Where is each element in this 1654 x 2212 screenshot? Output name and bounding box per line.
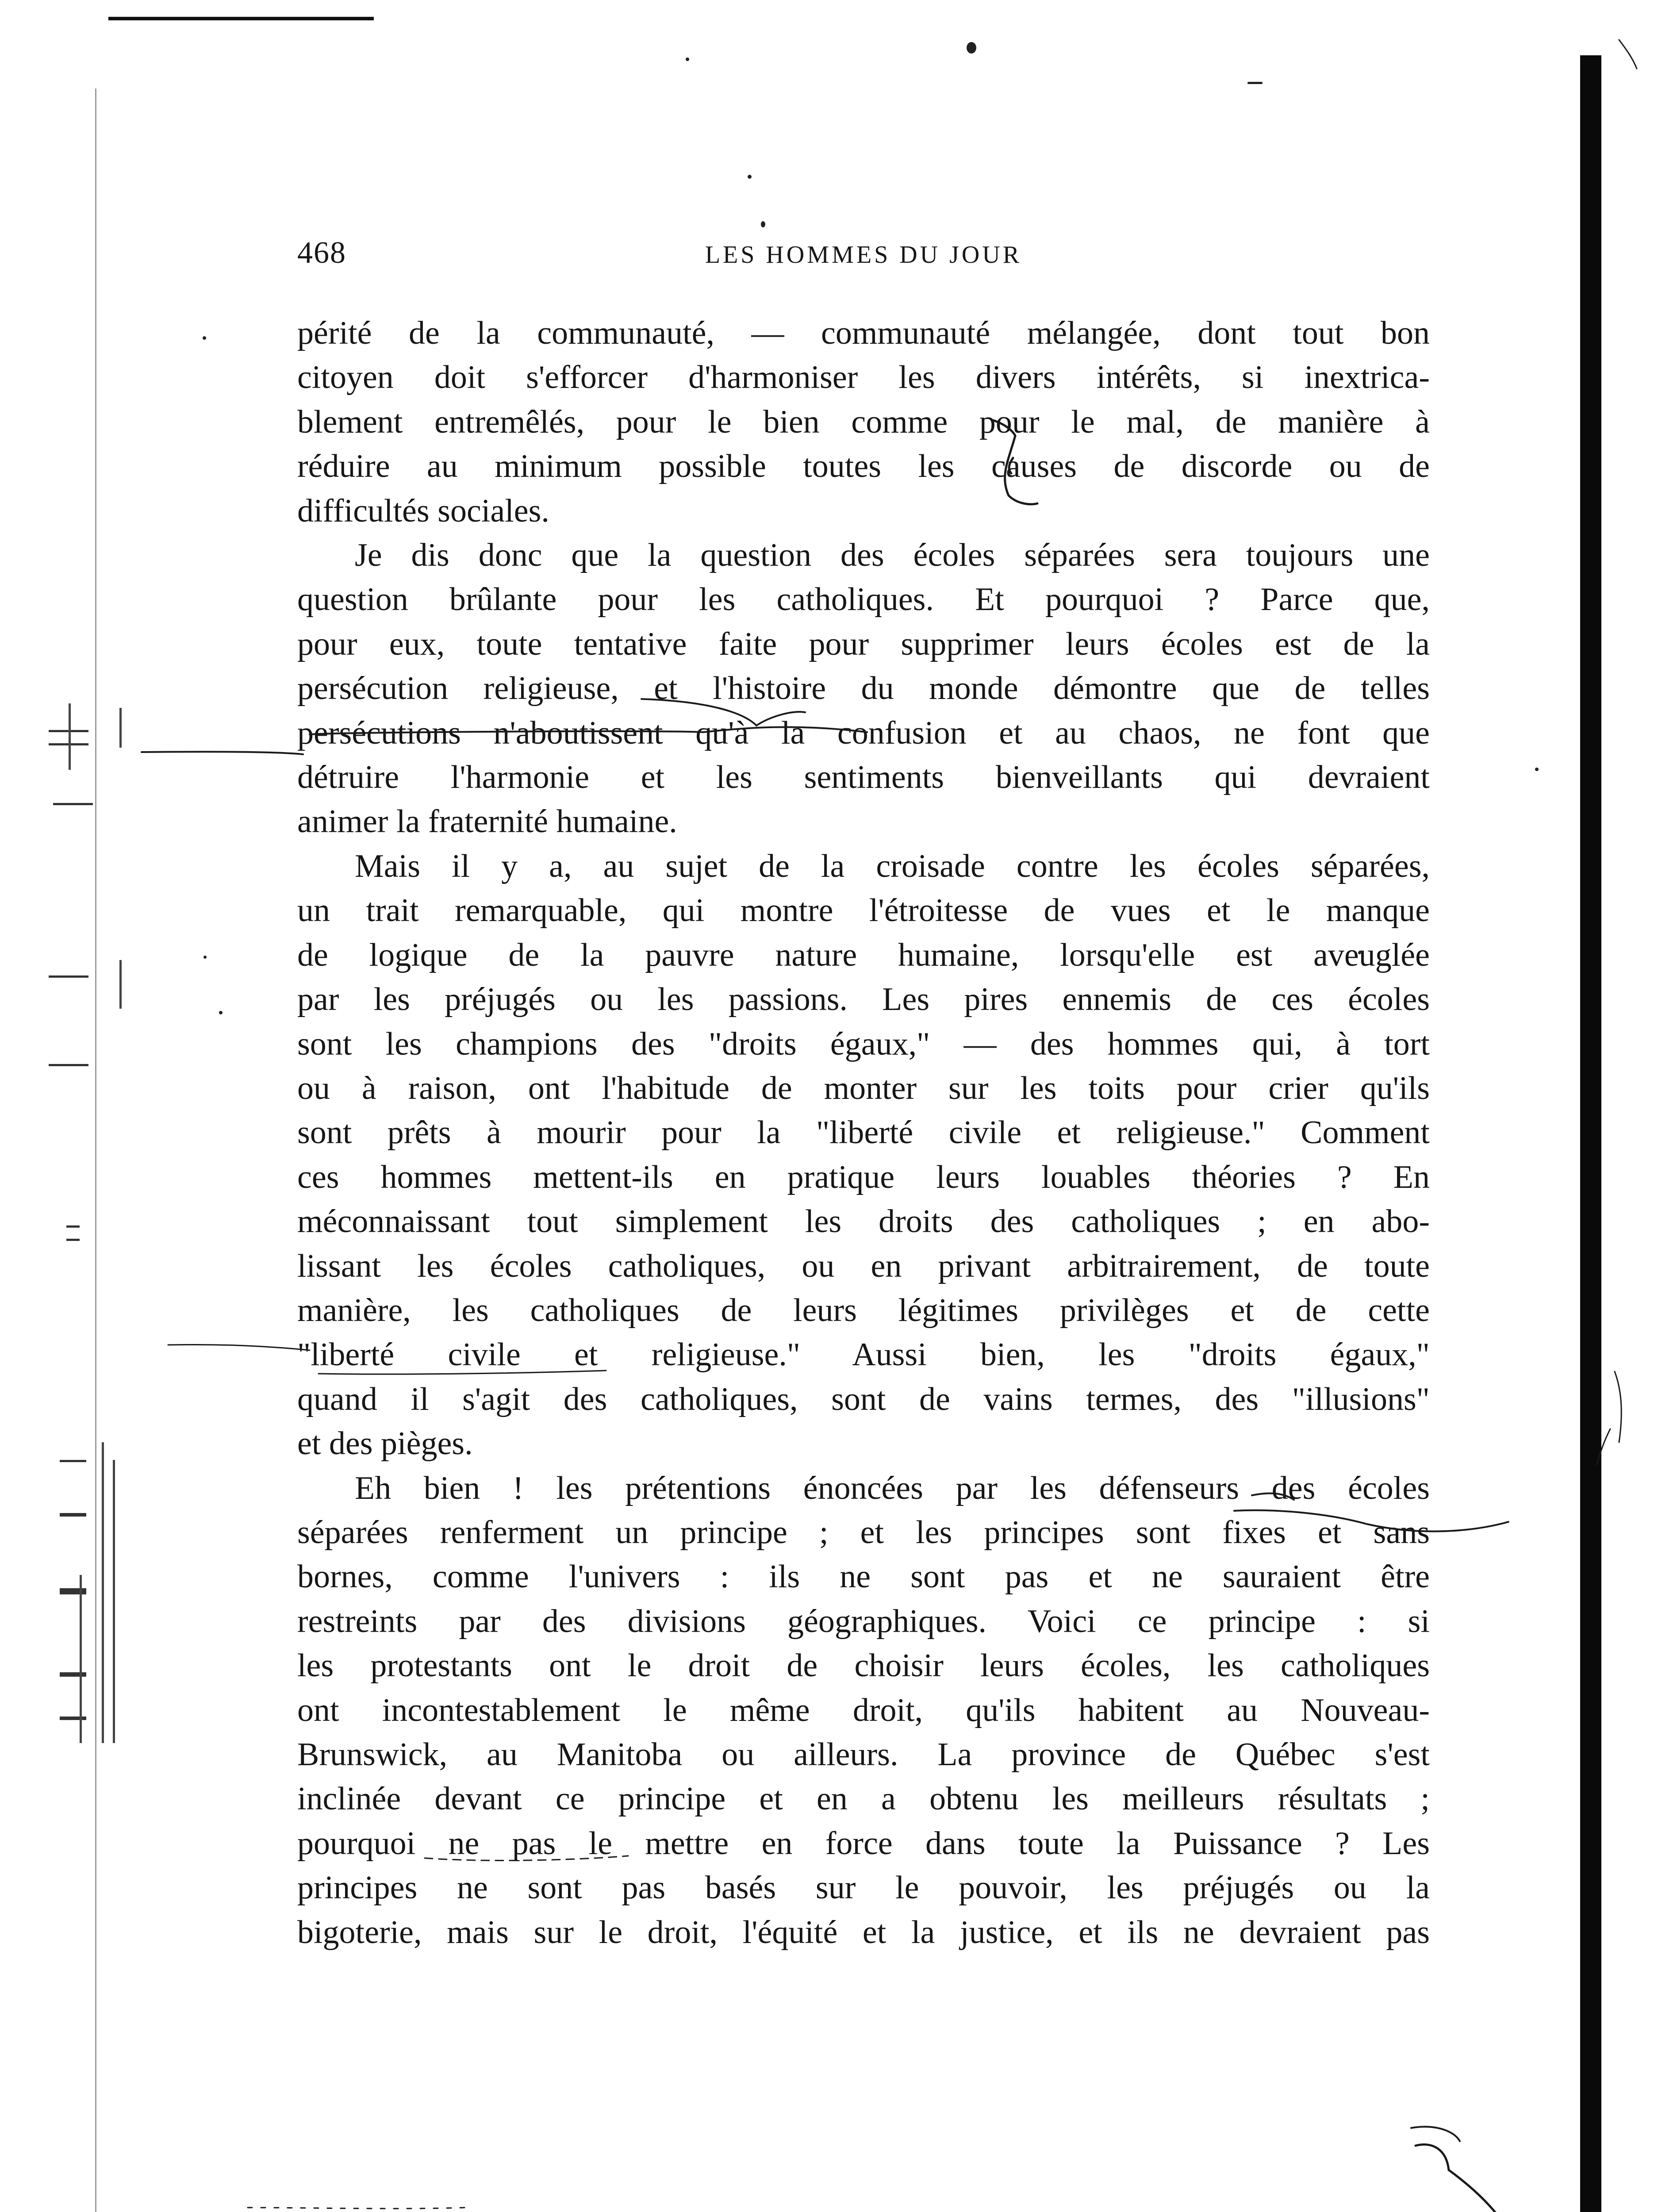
scan-speck	[1247, 82, 1263, 84]
text-line: quand il s'agit des catholiques, sont de vains termes, des "illusions"	[297, 1381, 1430, 1417]
scan-speck	[219, 1011, 223, 1014]
text-line: et des pièges.	[297, 1425, 473, 1462]
margin-mark	[60, 1717, 86, 1720]
text-line: "liberté civile et religieuse." Aussi bien, les "droits égaux,"	[297, 1336, 1430, 1373]
text-line: restreints par des divisions géographiques. Voici ce principe : si	[297, 1603, 1430, 1640]
text-line: ont incontestablement le même droit, qu'ils habitent au Nouveau-	[297, 1692, 1430, 1728]
text-line: persécutions n'aboutissent qu'à la confusion et au chaos, ne font que	[297, 714, 1430, 751]
margin-mark	[60, 1513, 86, 1517]
margin-mark	[69, 703, 71, 770]
margin-mark	[80, 1575, 82, 1743]
scan-speck	[761, 221, 765, 227]
margin-mark	[66, 1225, 80, 1228]
margin-mark	[119, 960, 122, 1009]
pen-stroke	[1615, 1371, 1621, 1442]
text-line: pour eux, toute tentative faite pour supprimer leurs écoles est de la	[297, 626, 1430, 662]
text-line: séparées renferment un principe ; et les principes sont fixes et sans	[297, 1514, 1430, 1551]
margin-mark	[60, 1588, 86, 1594]
margin-mark	[113, 1460, 115, 1743]
running-head	[297, 235, 1430, 275]
text-line: les protestants ont le droit de choisir leurs écoles, les catholiques	[297, 1647, 1430, 1684]
margin-mark	[49, 1064, 88, 1066]
text-line: pourquoi ne pas le mettre en force dans toute la Puissance ? Les	[297, 1825, 1430, 1862]
running-title: LES HOMMES DU JOUR	[705, 241, 1022, 269]
pen-stroke	[1619, 40, 1637, 69]
text-line: sont prêts à mourir pour la "liberté civile et religieuse." Comment	[297, 1114, 1430, 1151]
scan-speck	[967, 42, 976, 54]
text-line: par les préjugés ou les passions. Les pires ennemis de ces écoles	[297, 981, 1430, 1018]
text-line: bigoterie, mais sur le droit, l'équité et la justice, et ils ne devraient pas	[297, 1914, 1430, 1951]
text-line: réduire au minimum possible toutes les causes de discorde ou de	[297, 448, 1430, 485]
top-scan-rule	[108, 17, 374, 20]
scan-speck	[1535, 768, 1539, 771]
margin-mark	[60, 1672, 86, 1677]
text-line: persécution religieuse, et l'histoire du monde démontre que de telles	[297, 670, 1430, 707]
text-line: principes ne sont pas basés sur le pouvoir, les préjugés ou la	[297, 1870, 1430, 1906]
text-line: manière, les catholiques de leurs légitimes privilèges et de cette	[297, 1292, 1430, 1329]
text-line: Eh bien ! les prétentions énoncées par les défenseurs des écoles	[355, 1470, 1430, 1506]
text-line: blement entremêlés, pour le bien comme pour le mal, de manière à	[297, 403, 1430, 440]
text-line: difficultés sociales.	[297, 492, 549, 529]
margin-mark	[49, 975, 88, 978]
margin-mark	[119, 708, 122, 748]
text-line: bornes, comme l'univers : ils ne sont pas et ne sauraient être	[297, 1559, 1430, 1595]
pen-stroke	[1411, 2127, 1460, 2141]
text-line: un trait remarquable, qui montre l'étroitesse de vues et le manque	[297, 892, 1430, 929]
text-line: citoyen doit s'efforcer d'harmoniser les divers intérêts, si inextrica-	[297, 359, 1430, 396]
text-line: Brunswick, au Manitoba ou ailleurs. La province de Québec s'est	[297, 1736, 1430, 1773]
scan-speck	[748, 175, 752, 179]
text-line: inclinée devant ce principe et en a obtenu les meilleurs résultats ;	[297, 1781, 1430, 1817]
right-binding-shadow	[1580, 55, 1601, 2212]
text-line: animer la fraternité humaine.	[297, 803, 677, 840]
text-line: question brûlante pour les catholiques. Et pourquoi ? Parce que,	[297, 581, 1430, 618]
margin-mark	[95, 88, 96, 2212]
text-line: Mais il y a, au sujet de la croisade contre les écoles séparées,	[355, 848, 1430, 884]
margin-mark	[53, 803, 93, 805]
text-line: ou à raison, ont l'habitude de monter sur les toits pour crier qu'ils	[297, 1070, 1430, 1106]
text-line: de logique de la pauvre nature humaine, lorsqu'elle est aveuglée	[297, 937, 1430, 973]
text-line: méconnaissant tout simplement les droits des catholiques ; en abo-	[297, 1203, 1430, 1240]
text-line: ces hommes mettent-ils en pratique leurs louables théories ? En	[297, 1159, 1430, 1195]
text-line: détruire l'harmonie et les sentiments bienveillants qui devraient	[297, 759, 1430, 796]
page-number: 468	[297, 236, 346, 270]
text-line: sont les champions des "droits égaux," — des hommes qui, à tort	[297, 1025, 1430, 1062]
text-line: Je dis donc que la question des écoles séparées sera toujours une	[355, 537, 1430, 574]
body-text	[297, 311, 1430, 1955]
margin-mark	[102, 1442, 104, 1743]
margin-mark	[66, 1239, 80, 1241]
scan-speck	[203, 336, 206, 340]
scan-speck	[686, 58, 689, 61]
margin-mark	[60, 1460, 86, 1462]
text-line: périté de la communauté, — communauté mélangée, dont tout bon	[297, 315, 1430, 351]
text-line: lissant les écoles catholiques, ou en privant arbitrairement, de toute	[297, 1248, 1430, 1284]
pen-stroke	[168, 1345, 310, 1351]
scan-speck	[203, 956, 207, 959]
pen-stroke	[142, 752, 303, 754]
pen-stroke	[1416, 2144, 1517, 2212]
